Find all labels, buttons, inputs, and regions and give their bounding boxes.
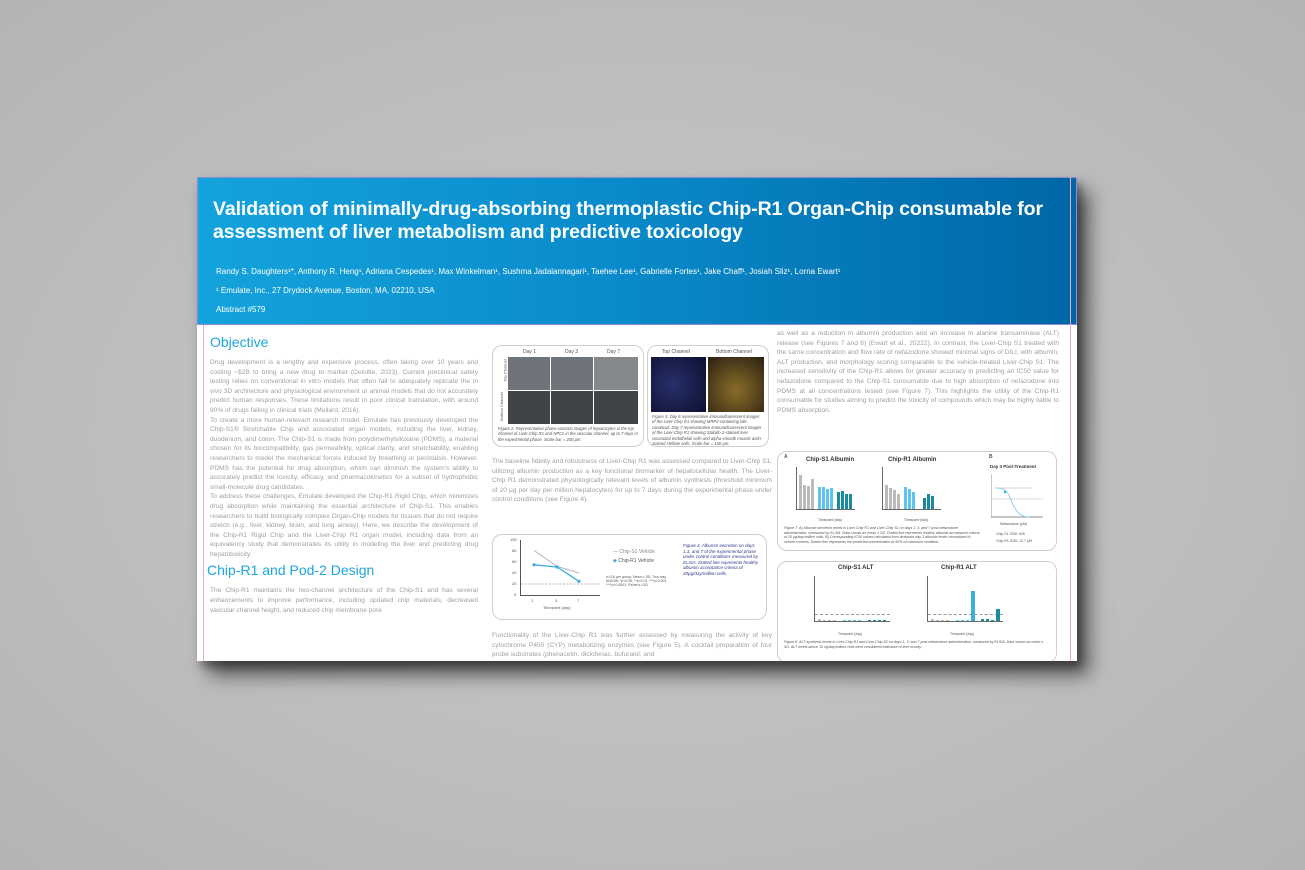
figure-2-caption: Figure 2. Representative phase contrast images of hepatocytes in the top channel of Liver-Chip R1 and NPCs in the vascular channel, up to 7 days in the experimental phase. Scale bar = 200 µm.: [498, 426, 638, 442]
fig4-ytick-100: 100: [510, 537, 517, 542]
author-list: Randy S. Daughters¹*, Anthony R. Heng¹, Adriana Cespedes¹, Max Winkelman¹, Sushma Jadalannagari¹, Taehee Lee¹, Gabrielle Fortes¹, Jake Chaff¹, Josiah Sliz¹, Lorna Ewart¹: [216, 267, 841, 276]
fig7-chart-b-title: Day 3 Post-Treatment: [990, 464, 1037, 469]
figure-3-caption: Figure 3. Day 6 representative immunofluorescent images of the Liver-Chip R1 showing MRP2-containing bile canaliculi. Day 7 representative immunofluorescent images of the Liver-Chip R1 showing Stabilin-2-stained liver sinusoidal endothelial cells and alpha-smooth muscle actin-stained stellate cells. Scale bar = 100 µm.: [652, 414, 763, 447]
fig8-chart-s1-title: Chip-S1 ALT: [838, 565, 874, 571]
fig8-x-label-s1: Timepoint (day): [838, 632, 863, 636]
fig4-ytick-0: 0: [514, 592, 517, 597]
fig8-chart-r1-title: Chip-R1 ALT: [941, 565, 977, 571]
albumin-paragraph: The baseline fidelity and robustness of Liver-Chip R1 was assessed compared to Liver-Chip S1, utilizing albumin production as a key functional biomarker of hepatocellular health. The Liver-Chip R1 demonstrated physiologically relevant levels of albumin synthesis (threshold minimum of 20 µg per day per million hepatocytes) for up to 7 days during the experimental phase under control conditions (see Figure 4).: [492, 458, 773, 504]
figure-4-caption: Figure 4. Albumin secretion on days 1,3, and 7 of the experimental phase under control conditions measured by ELISA. Dotted line represents healthy albumin acceptance criteria of 20µg/day/million cells.: [683, 543, 759, 576]
figure-8-caption: Figure 8. ALT synthesis levels in Liver-Chip R1 and Liver-Chip S1 on days 1, 3, and 7 post-nefazodone administration, measured by ELISA. Data shown as mean ± SD. ALT levels above 10 ng/day/million cells were considered indicative of liver toxicity.: [784, 640, 1044, 649]
fig7-chart-s1-title: Chip-S1 Albumin: [806, 457, 855, 463]
fig3-col-top: Top Channel: [662, 349, 691, 355]
fig7-b-x-label: Nefazodone (µM): [1000, 522, 1028, 526]
objective-heading: Objective: [210, 334, 269, 350]
fig4-legend-s1: — Chip-S1 Vehicle: [613, 549, 655, 555]
fig4-ytick-20: 20: [512, 581, 517, 586]
fig3-image-top-channel: [651, 357, 706, 412]
fig4-ytick-60: 60: [512, 559, 517, 564]
nefazodone-paragraph: as well as a reduction in albumin production and an increase in alanine transaminase (ALT) release (see Figures 7 and 8) (Ewart et al., 20222). In contrast, the Liver-Chip S1 treated with the same concentration and flow rate of nefazodone showed minimal signs of DILI, with albumin, ALT production, and morphology scoring comparable to the vehicle-treated Liver-Chip S1. The increased sensitivity of the Chip-R1 allows for greater accuracy in predicting an IC50 value for nefazodone compared to the Chip-S1 consumable due to high absorption of nefazodone into PDMS at all concentrations tested (see Figure 7). This highlights the utility of the Chip-R1 consumable for studies aiming to predict the toxicity of compounds which may be highly liable to PDMS absorption.: [777, 330, 1059, 414]
fig7-panel-a-label: A: [784, 454, 788, 460]
fig2-col-day3: Day 3: [565, 349, 579, 355]
guide-line-right: [1070, 177, 1071, 661]
fig7-panel-b-label: B: [989, 454, 993, 460]
fig8-x-label-r1: Timepoint (day): [950, 632, 975, 636]
fig2-col-day7: Day 7: [607, 349, 621, 355]
poster-header: [197, 177, 1077, 325]
fig3-col-bottom: Bottom Channel: [716, 349, 752, 355]
fig4-stats: n=3-6 per group; Mean ± SD; Two-way ANOVA; *p<0.05, **p<0.01, ***p<0.001, ****p<0.0001; Fisher's LSD: [606, 575, 668, 588]
fig7-x-label-s1: Timepoint (day): [818, 518, 843, 522]
fig4-ytick-80: 80: [512, 548, 517, 553]
fig2-image-bottom-day1: [508, 391, 550, 424]
design-heading: Chip-R1 and Pod-2 Design: [207, 562, 375, 579]
fig8-chart-s1-alt: [814, 576, 890, 622]
poster: [197, 177, 1077, 661]
figure-7-panel: [777, 451, 1057, 551]
fig2-image-top-day7: [594, 357, 638, 390]
fig2-image-bottom-day3: [551, 391, 593, 424]
fig8-chart-r1-alt: [927, 576, 1003, 622]
fig7-chart-r1-title: Chip-R1 Albumin: [888, 457, 937, 463]
fig4-xtick-3: 3: [555, 598, 558, 603]
fig4-x-label: Timepoint (day): [543, 605, 571, 610]
figure-2-panel: [492, 345, 644, 447]
fig2-col-day1: Day 1: [523, 349, 537, 355]
fig4-xtick-1: 1: [531, 598, 534, 603]
fig7-b-legend-r1: Chip-R1 IC50: 12.7 µM: [996, 539, 1032, 543]
figure-8-panel: [777, 561, 1057, 661]
fig4-line-plot: [521, 540, 601, 596]
affiliation: ¹ Emulate, Inc., 27 Drydock Avenue, Boston, MA, 02210, USA: [216, 286, 435, 295]
fig3-image-bottom-channel: [708, 357, 764, 412]
column-2: [492, 325, 772, 661]
fig4-xtick-7: 7: [577, 598, 580, 603]
fig2-image-bottom-day7: [594, 391, 638, 424]
objective-paragraph-2: To create a more human-relevant research model, Emulate has previously developed the Chip-S1® Stretchable Chip and associated organ models, including the liver, kidney, duodenum, and colon. The Chip-S1 is made from polydimethylsiloxane (PDMS), a material chosen for its biocompatibility, gas permeability, optical clarity, and stretchability, enabling researchers to model the mechanical forces induced by breathing or peristalsis. However, PDMS has the potential for drug absorption, which can diminish the system's ability to accurately predict the toxicity, efficacy, and pharmacokinetics for a subset of hydrophobic small-molecule drug candidates.: [210, 416, 478, 491]
column-1: [207, 325, 478, 615]
figure-7-caption: Figure 7. A) Albumin secretion levels in Liver-Chip R1 and Liver-Chip S1 on days 1, 3, and 7 post-nefazodone administration, measured by ELISA. Data shown as mean ± SD. Dotted line represents healthy albumin acceptance criteria of 20 µg/day/million cells. B) Corresponding IC50 values calculated from timepoint day 3 albumin levels normalized to vehicle controls. Dotted line represents the predicted concentration at 50% of maximum inhibition.: [784, 526, 980, 544]
fig4-ytick-40: 40: [512, 570, 517, 575]
fig7-chart-s1-albumin: [796, 467, 855, 510]
fig2-image-top-day1: [508, 357, 550, 390]
column-3: [777, 325, 1059, 661]
abstract-number: Abstract #579: [216, 305, 266, 314]
fig4-legend-r1: ◆ Chip-R1 Vehicle: [613, 558, 655, 564]
poster-title: Validation of minimally-drug-absorbing thermoplastic Chip-R1 Organ-Chip consumable for assessment of liver metabolism and predictive toxicology: [213, 198, 1043, 243]
fig7-ic50-curve: [991, 474, 1043, 519]
objective-paragraph-3: To address these challenges, Emulate developed the Chip-R1 Rigid Chip, which minimizes drug absorption while maintaining the essential architecture of Chip-S1. This enables researchers to build biologically complex Organ-Chip models for tissues that do not require stretch (e.g., liver, kidney, brain, and lung airway). Here, we describe the development of the Chip-R1 Rigid Chip and the Liver-Chip R1 organ model, including data from an equivalency study that demonstrates its utility in modeling the liver and predicting drug hepatotoxicity.: [210, 493, 478, 558]
objective-paragraph-1: Drug development is a lengthy and expensive process, often taking over 10 years and costing ~$2B to bring a new drug to market (Deloitte, 2023). Current preclinical safety testing relies on conventional in vitro models that often fail to adequately replicate the in vivo 3D architecture and physiological environment or animal models that do not accurately predict human responses. These limitations result in poor clinical translation, with around 90% of drugs failing in clinical trials (Mullard, 2016).: [210, 359, 478, 414]
figure-4-panel: [492, 534, 767, 620]
fig7-x-label-r1: Timepoint (day): [904, 518, 929, 522]
fig7-b-legend-s1: Chip-S1 IC50: N/A: [996, 532, 1025, 536]
fig7-chart-r1-albumin: [882, 467, 941, 510]
guide-line-left: [203, 325, 204, 661]
cyp-paragraph: Functionality of the Liver-Chip R1 was further assessed by measuring the activity of key cytochrome P450 (CYP) metabolizing enzymes (see Figure 5). A cocktail preparation of four probe substrates (phenacetin, diclofenac, bufuralol, and: [492, 632, 772, 659]
fig2-row-top: Top Channel: [502, 359, 508, 382]
fig2-image-top-day3: [551, 357, 593, 390]
fig2-row-bottom: Bottom Channel: [498, 392, 504, 421]
design-paragraph-1: The Chip-R1 maintains the two-channel architecture of the Chip-S1 and has several enhancements to improve performance, including updated chip materials, decreased vascular channel height, and reduced chip membrane pore: [210, 587, 478, 614]
figure-3-panel: [647, 345, 769, 447]
